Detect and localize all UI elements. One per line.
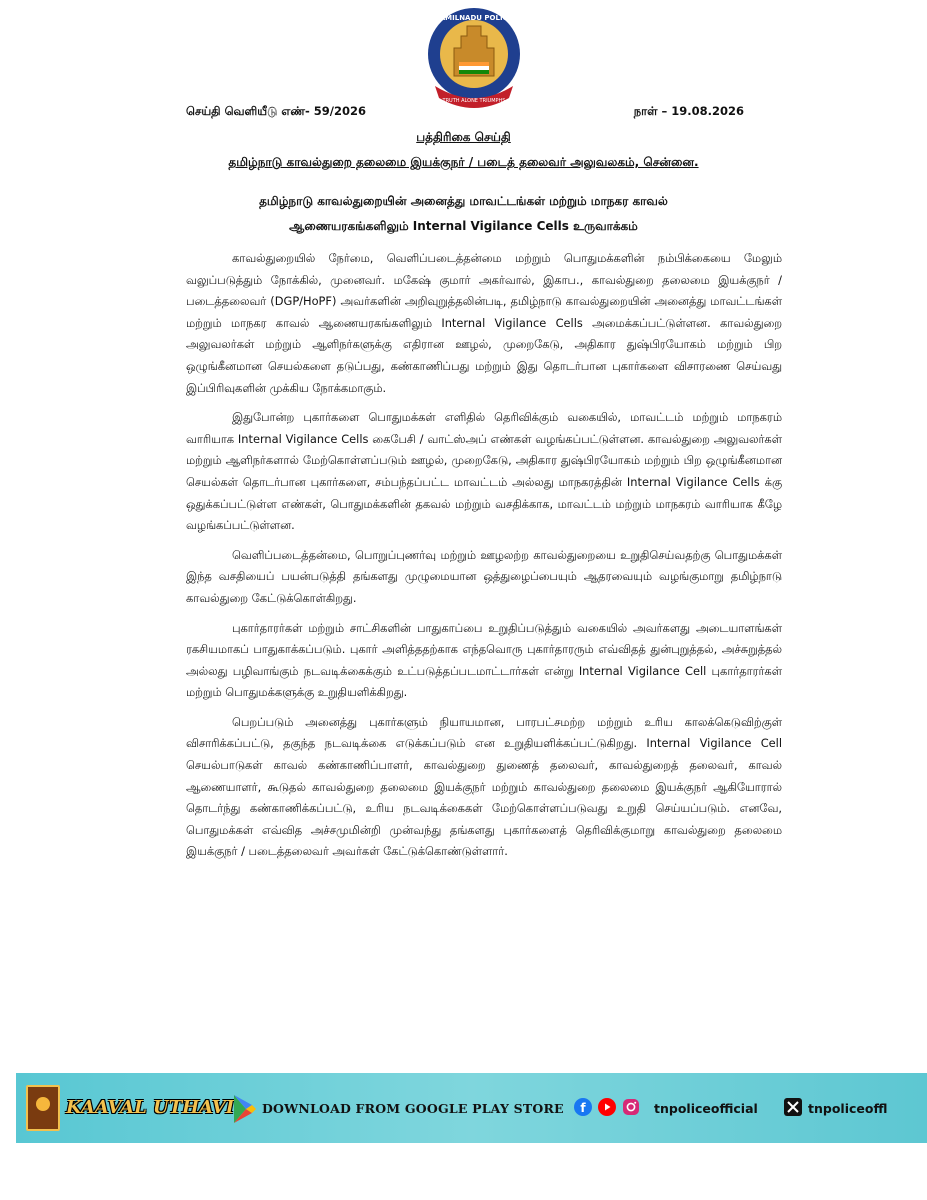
paragraph-1: காவல்துறையில் நேர்மை, வெளிப்படைத்தன்மை மற்றும் பொதுமக்களின் நம்பிக்கையை மேலும் வலுப்படுத்தும் நோக்கில், முனைவர். மகேஷ் குமார் அகர்வால், இகாப., காவல்துறை தலைமை இயக்குநர் / படைத்தலைவர் (DGP/HoPF) அவர்களின் அறிவுறுத்தலின்படி, தமிழ்நாடு காவல்துறையின் அனைத்து மாவட்டங்கள் மற்றும் மாநகர காவல் ஆணையரகங்களிலும் Internal Vigilance Cells அமைக்கப்பட்டுள்ளன. காவல்துறை அலுவலர்கள் மற்றும் ஆளிநர்களுக்கு எதிரான ஊழல், முறைகேடு, அதிகார துஷ்பிரயோகம் மற்றும் பிற ஒழுங்கீனமான செயல்களை தடுப்பது, கண்காணிப்பது மற்றும் இது தொடர்பான புகார்களை விசாரணை செய்வது இப்பிரிவுகளின் முக்கிய நோக்கமாகும். — [186, 251, 782, 395]
release-number: செய்தி வெளியீடு எண்- 59/2026 — [186, 104, 366, 118]
x-handle[interactable]: tnpoliceoffl — [808, 1101, 888, 1116]
facebook-icon[interactable] — [574, 1098, 592, 1116]
instagram-icon[interactable] — [622, 1098, 640, 1116]
app-brand-name: KAAVAL UTHAVI — [66, 1097, 235, 1118]
release-date: நாள் – 19.08.2026 — [633, 104, 744, 118]
header-meta-row — [186, 104, 744, 122]
paragraph-4: புகார்தாரர்கள் மற்றும் சாட்சிகளின் பாதுகாப்பை உறுதிப்படுத்தும் வகையில் அவர்களது அடையாளங்கள் ரகசியமாகப் பாதுகாக்கப்படும். புகார் அளித்ததற்காக எந்தவொரு புகார்தாரரும் எவ்விதத் துன்புறுத்தல், அச்சுறுத்தல் அல்லது பழிவாங்கும் நடவடிக்கைக்கும் உட்படுத்தப்படமாட்டார்கள் என்று Internal Vigilance Cell புகார்தாரர்கள் மற்றும் பொதுமக்களுக்கு உறுதியளிக்கிறது. — [186, 620, 782, 700]
svg-text:f: f — [580, 1101, 586, 1115]
social-handle[interactable]: tnpoliceofficial — [654, 1101, 758, 1116]
logo-motto: TRUTH ALONE TRIUMPHS — [442, 98, 506, 104]
youtube-icon[interactable] — [598, 1098, 616, 1116]
google-play-icon[interactable] — [232, 1093, 256, 1125]
office-heading: தமிழ்நாடு காவல்துறை தலைமை இயக்குநர் / படைத் தலைவர் அலுவலகம், சென்னை. — [228, 155, 699, 169]
paragraph-2: இதுபோன்ற புகார்களை பொதுமக்கள் எளிதில் தெரிவிக்கும் வகையில், மாவட்டம் மற்றும் மாநகரம் வாரியாக Internal Vigilance Cells கைபேசி / வாட்ஸ்அப் எண்கள் வழங்கப்பட்டுள்ளன. காவல்துறை அலுவலர்கள் மற்றும் ஆளிநர்களால் மேற்கொள்ளப்படும் ஊழல், முறைகேடு, அதிகார துஷ்பிரயோகம் மற்றும் பிற ஒழுங்கீனமான செயல்கள் தொடர்பான புகார்களை, சம்பந்தப்பட்ட மாவட்டம் அல்லது மாநகரத்தின் Internal Vigilance Cells க்கு ஒதுக்கப்பட்டுள்ள எண்கள், பொதுமக்களின் தகவல் மற்றும் வசதிக்காக, மாவட்டம் மற்றும் மாநகரம் வாரியாக கீழே வழங்கப்பட்டுள்ளன. — [186, 410, 782, 533]
doc-type-heading: பத்திரிகை செய்தி — [416, 130, 511, 144]
footer-banner — [16, 1073, 927, 1143]
title-line-2: ஆணையரகங்களிலும் Internal Vigilance Cells உருவாக்கம் — [289, 219, 638, 233]
tamilnadu-police-logo — [419, 6, 529, 114]
paragraph-3: வெளிப்படைத்தன்மை, பொறுப்புணர்வு மற்றும் ஊழலற்ற காவல்துறையை உறுதிசெய்வதற்கு பொதுமக்கள் இந்த வசதியைப் பயன்படுத்தி தங்களது முழுமையான ஒத்துழைப்பையும் ஆதரவையும் வழங்குமாறு தமிழ்நாடு காவல்துறை கேட்டுக்கொள்கிறது. — [186, 547, 782, 605]
paragraph-5: பெறப்படும் அனைத்து புகார்களும் நியாயமான, பாரபட்சமற்ற மற்றும் உரிய காலக்கெடுவிற்குள் விசாரிக்கப்பட்டு, தகுந்த நடவடிக்கை எடுக்கப்படும் என உறுதியளிக்கப்பட்டுகிறது. Internal Vigilance Cell செயல்பாடுகள் காவல் கண்காணிப்பாளர், காவல்துறை துணைத் தலைவர், காவல்துறைத் தலைவர், காவல் ஆணையாளர், கூடுதல் காவல்துறை தலைமை இயக்குநர் மற்றும் காவல்துறை தலைமை இயக்குநர் ஆகியோரால் தொடர்ந்து கண்காணிக்கப்பட்டு, உரிய நடவடிக்கைகள் மேற்கொள்ளப்படுவது உறுதி செய்யப்படும். எனவே, பொதுமக்கள் எவ்வித அச்சமுமின்றி முன்வந்து தங்களது புகார்களைத் தெரிவிக்குமாறு காவல்துறை தலைமை இயக்குநர் / படைத்தலைவர் அவர்கள் கேட்டுக்கொண்டுள்ளார். — [186, 714, 782, 859]
press-release-body — [186, 248, 782, 871]
x-icon[interactable] — [784, 1098, 802, 1116]
download-text: DOWNLOAD FROM GOOGLE PLAY STORE — [262, 1101, 564, 1116]
kaaval-uthavi-app-icon[interactable] — [26, 1085, 60, 1131]
logo-text: TAMILNADU POLICE — [435, 14, 513, 22]
title-line-1: தமிழ்நாடு காவல்துறையின் அனைத்து மாவட்டங்கள் மற்றும் மாநகர காவல் — [259, 194, 668, 208]
